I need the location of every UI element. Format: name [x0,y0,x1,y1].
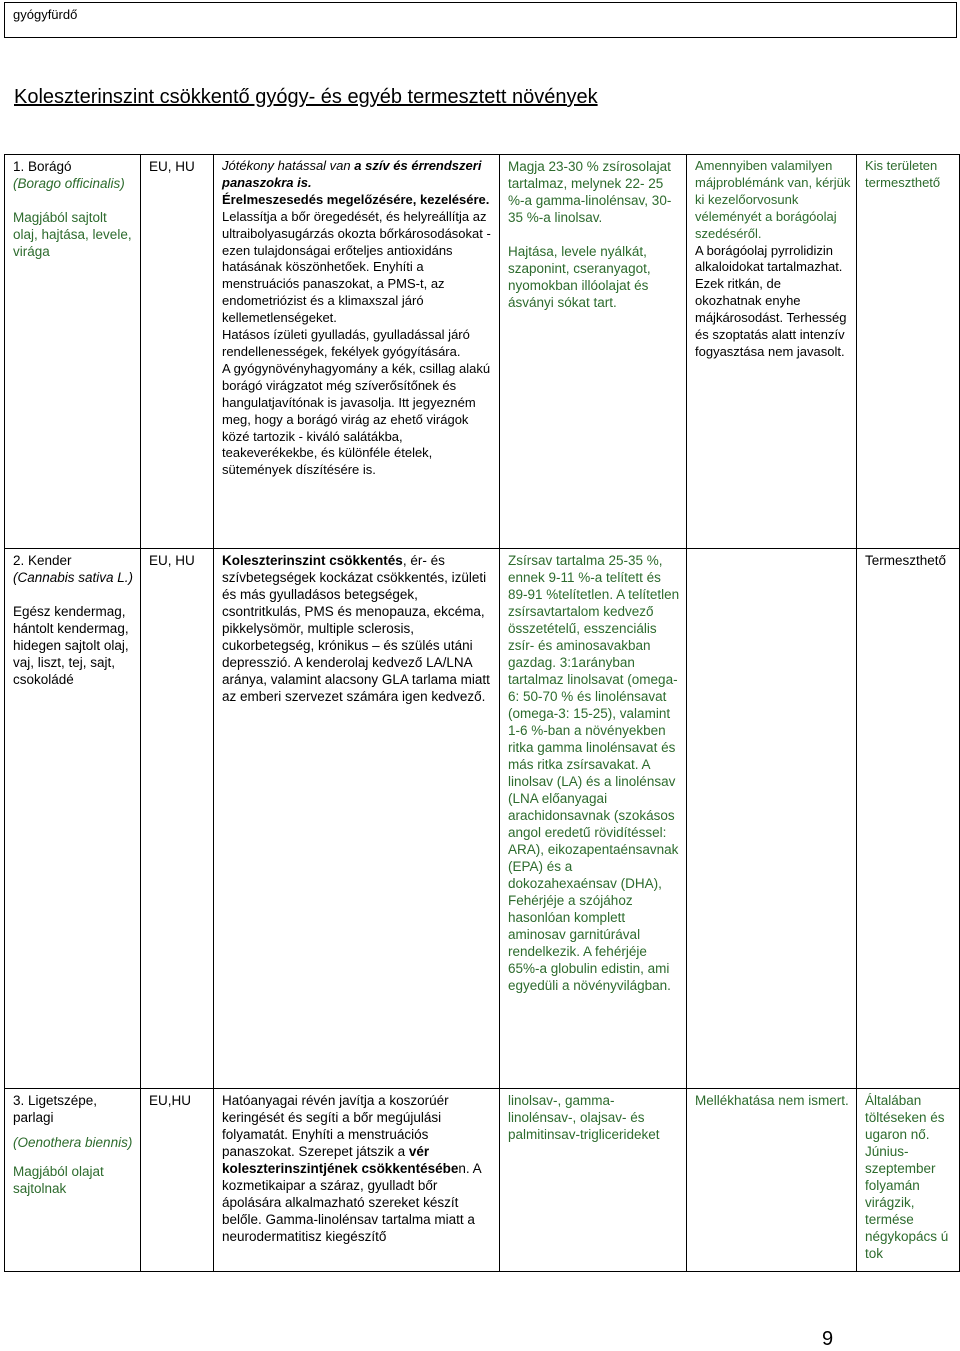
plants-table [4,154,960,1272]
plant-latin: (Oenothera biennis) [13,1135,133,1150]
plant-latin: (Borago officinalis) [13,176,125,191]
header-label: gyógyfürdő [13,7,78,22]
plant-use: Magjából olajat sajtolnak [13,1164,104,1196]
effects-intro: Jótékony hatással van [222,158,355,173]
effects-paragraph: Hatásos ízületi gyulladás, gyulladással járó rendellenességek, fekélyek gyógyítására. [222,327,470,359]
region-cell: EU, HU [141,549,214,1089]
page-number: 9 [822,1328,834,1350]
side-effects-text: Amennyiben valamilyen májproblémánk van, kérjük ki kezelőorvosunk véleményét a borágóolaj szedéséről. [695,158,851,241]
cultivation-cell: Kis területen termeszthető [857,155,960,549]
composition-cell: Zsírsav tartalma 25-35 %, ennek 9-11 %-a telített és 89-91 %telítetlen. A telítetlen zsírsavtartalom kedvező összetételű, esszenciális zsír- és aminosavakban gazdag. 3:1arányban tartalmaz linolsavat (omega-6: 50-70 % és linolénsavat (omega-3: 15-25), valamint 1-6 %-ban a növényekben ritka gamma linolénsavat és más ritka zsírsavakat. A linolsav (LA) és a linolénsav (LNA előanyagai arachidonsavnak (szokásos angol eredetű rövidítéssel: ARA), eikozapentaénsavnak (EPA) és a dokozahexaénsav (DHA), Fehérjéje a szójához hasonlóan komplett aminosav garnitúrával rendelkezik. A fehérjéje 65%-a globulin edistin, ami egyedüli a növényvilágban. [500,549,687,1089]
composition-cell [500,155,687,549]
plant-cell [5,1089,141,1272]
side-effects-cell [687,549,857,1089]
effects-intro-bold: a szív és érrendszeri panaszokra is. [222,158,482,190]
effects-cell [214,1089,500,1272]
plant-use: Egész kendermag, hántolt kendermag, hidegen sajtolt olaj, vaj, liszt, tej, sajt, csokoládé [13,604,129,687]
side-effects-text: A borágóolaj pyrrolidizin alkaloidokat tartalmazhat. Ezek ritkán, de okozhatnak enyhe májkárosodást. Terhesség és szoptatás alatt intenzív fogyasztása nem javasolt. [695,242,847,359]
effects-cell [214,549,500,1089]
region-cell: EU, HU [141,155,214,549]
composition-paragraph: Magja 23-30 % zsírosolajat tartalmaz, melynek 22- 25 %-a gamma-linolénsav, 30-35 %-a linolsav. [508,159,672,225]
effects-bold: Koleszterinszint csökkentés [222,553,403,568]
header-box [4,2,957,38]
effects-text: Hatóanyagai révén javítja a koszorúér keringését és segíti a bőr megújulási folyamatát. Enyhíti a menstruációs panaszokat. Szerepet játszik a [222,1093,449,1159]
plant-latin: (Cannabis sativa L.) [13,570,134,585]
table-row [5,155,960,549]
plant-use: Magjából sajtolt olaj, hajtása, levele, virága [13,210,132,259]
plant-name: 2. Kender [13,553,72,568]
table-row [5,1089,960,1272]
effects-bold: vér koleszterinszintjének csökkentésébe [222,1144,459,1176]
cultivation-cell: Termeszthető [857,549,960,1089]
plant-cell [5,549,141,1089]
effects-paragraph: Lelassítja a bőr öregedését, és helyreállítja az ultraibolyasugárzás okozta bőrkárosodásokat - ezen tulajdonságai erőteljes antioxidáns hatásának köszönhetőek. Enyhíti a menstruációs panaszokat, a PMS-t, az endometriózist és a klimaxszal járó kellemetlenségeket. [222,208,491,326]
composition-paragraph: Hajtása, levele nyálkát, szaponint, cseranyagot, nyomokban illóolajat és ásványi sókat tart. [508,244,651,310]
plant-cell [5,155,141,549]
effects-paragraph: Érelmeszesedés megelőzésére, kezelésére. [222,191,490,207]
plant-name: 1. Borágó [13,159,72,174]
side-effects-cell [687,155,857,549]
plant-name: 3. Ligetszépe, parlagi [13,1093,98,1125]
table-row [5,549,960,1089]
side-effects-cell: Mellékhatása nem ismert. [687,1089,857,1272]
document-title: Koleszterinszint csökkentő gyógy- és egyéb termesztett növények [14,86,598,108]
effects-text: n. A kozmetikaipar a száraz, gyulladt bőr ápolására alkalmazható szereket készít belőle. Gamma-linolénsav tartalma miatt a neurodermatitisz kiegészítő [222,1161,481,1244]
effects-cell [214,155,500,549]
effects-paragraph: A gyógynövényhagyomány a kék, csillag alakú borágó virágzatot még szíverősítőnek és hangulatjavítónak is javasolja. Itt jegyezném meg, hogy a borágó virág az ehető virágok közé tartozik - kiváló salátákba, teakeverékekbe, és különféle ételek, sütemények díszítésére is. [222,360,491,478]
composition-cell: linolsav-, gamma-linolénsav-, olajsav- és palmitinsav-triglicerideket [500,1089,687,1272]
effects-text: , ér- és szívbetegségek kockázat csökkentés, izületi és más gyulladásos betegségek, csontritkulás, PMS és menopauza, ekcéma, pikkelysömör, multiple sclerosis, cukorbetegség, krónikus – és szülés utáni depresszió. A kenderolaj kedvező LA/LNA aránya, valamint alacsony GLA tarlama miatt az emberi szervezet számára igen kedvező. [222,553,490,704]
region-cell: EU,HU [141,1089,214,1272]
cultivation-cell: Általában töltéseken és ugaron nő. Június-szeptember folyamán virágzik, termése négykopács ú tok [857,1089,960,1272]
